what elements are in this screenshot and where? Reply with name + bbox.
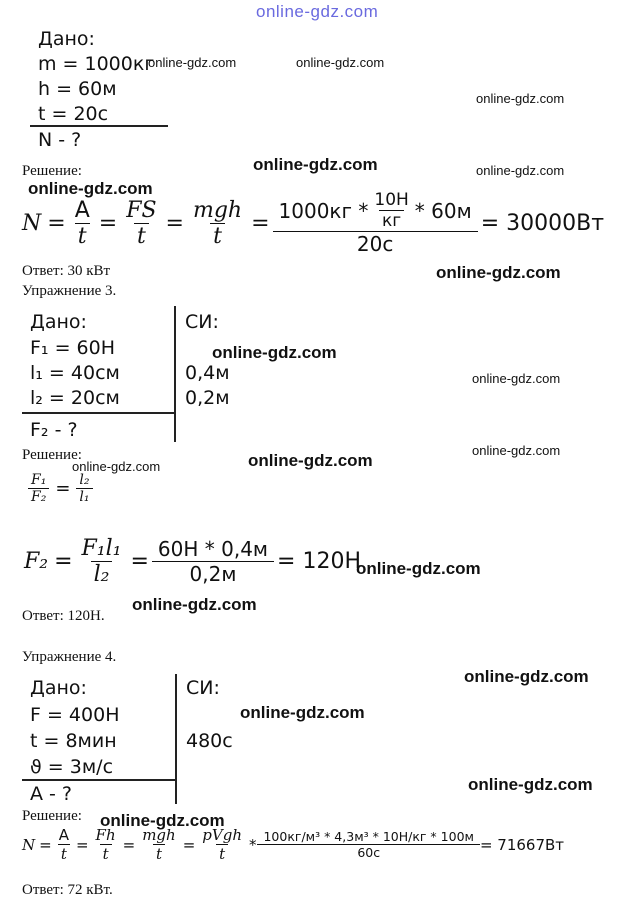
task1-N: N <box>22 210 42 236</box>
task2-answer: Ответ: 120Н. <box>22 608 105 624</box>
watermark: online-gdz.com <box>28 179 153 198</box>
watermark: online-gdz.com <box>472 443 561 458</box>
task3-divider <box>22 779 175 781</box>
task3-si-t: 480с <box>186 730 233 752</box>
task2-formula: F₂ = $\frac{\text{F₁l₁}}{\text{l₂}}$ = $\frac{60Н * 0,4м}{0,2м}$ = 120Н <box>24 536 361 587</box>
watermark: online-gdz.com <box>436 263 561 282</box>
task2-given-title: Дано: <box>30 311 87 333</box>
task3-answer: Ответ: 72 кВт. <box>22 882 113 898</box>
task2-si-title: СИ: <box>185 311 219 333</box>
watermark: online-gdz.com <box>212 343 337 362</box>
task2-solution-label: Решение: <box>22 447 82 463</box>
task2-ratio: $\frac{\text{F₁}}{\text{F₂}}$ = $\frac{\text{l₂}}{\text{l₁}}$ <box>28 472 93 505</box>
task2-find: F₂ - ? <box>30 419 78 441</box>
watermark: online-gdz.com <box>72 459 161 474</box>
task1-given-m: m = 1000кг <box>38 53 155 75</box>
watermark: online-gdz.com <box>476 163 565 178</box>
task1-divider <box>30 125 168 127</box>
task3-formula: N = $\frac{A}{t}$ = $\frac{Fh}{t}$ = $\frac{\text{mgh}}{t}$ = $\frac{\text{pVgh}}{t}$ * $\frac{\text{100кг/м³ * 4,3м³ * 10Н/кг * 100м}}{60с}$ = 71667Вт <box>22 826 565 863</box>
watermark: online-gdz.com <box>253 155 378 174</box>
watermark: online-gdz.com <box>468 775 593 794</box>
watermark: online-gdz.com <box>472 371 561 386</box>
task1-given-t: t = 20с <box>38 103 109 125</box>
task3-given-F: F = 400Н <box>30 704 120 726</box>
watermark: online-gdz.com <box>356 559 481 578</box>
watermark-top: online-gdz.com <box>256 2 379 21</box>
watermark: online-gdz.com <box>148 55 237 70</box>
task1-find: N - ? <box>38 129 82 151</box>
task3-given-t: t = 8мин <box>30 730 117 752</box>
task3-given-v: ϑ = 3м/с <box>30 756 114 778</box>
task2-heading: Упражнение 3. <box>22 283 117 299</box>
task1-given-h: h = 60м <box>38 78 117 100</box>
watermark: online-gdz.com <box>132 595 257 614</box>
task2-si-separator <box>174 306 176 442</box>
watermark: online-gdz.com <box>100 811 225 830</box>
task1-answer: Ответ: 30 кВт <box>22 263 111 279</box>
task2-given-F1: F₁ = 60Н <box>30 337 116 359</box>
task3-si-title: СИ: <box>186 677 220 699</box>
task3-given-title: Дано: <box>30 677 87 699</box>
watermark: online-gdz.com <box>248 451 373 470</box>
task3-si-separator <box>175 674 177 804</box>
task2-given-l1: l₁ = 40см <box>30 362 120 384</box>
task1-solution-label: Решение: <box>22 163 82 179</box>
task3-find: A - ? <box>30 783 73 805</box>
task2-given-l2: l₂ = 20см <box>30 387 120 409</box>
task3-heading: Упражнение 4. <box>22 649 117 665</box>
task3-solution-label: Решение: <box>22 808 82 824</box>
watermark: online-gdz.com <box>476 91 565 106</box>
watermark: online-gdz.com <box>464 667 589 686</box>
task2-si-l2: 0,2м <box>185 387 230 409</box>
task1-formula: N = $\frac{A}{t}$ = $\frac{FS}{t}$ = $\frac{\text{mgh}}{t}$ = 1000кг * $\frac{10Н}{кг}$ * 60м 20с = 30000Вт <box>22 190 605 256</box>
watermark: online-gdz.com <box>240 703 365 722</box>
task1-given-title: Дано: <box>38 28 95 50</box>
watermark: online-gdz.com <box>296 55 385 70</box>
task2-si-l1: 0,4м <box>185 362 230 384</box>
task2-divider <box>22 412 175 414</box>
